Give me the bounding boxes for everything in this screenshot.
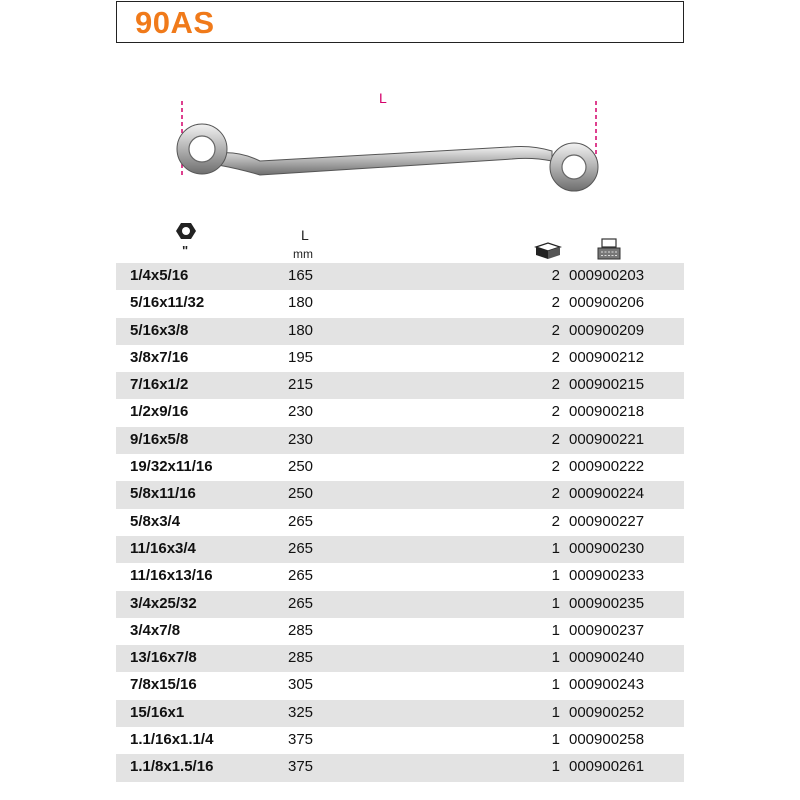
length-cell: 265 bbox=[288, 512, 314, 530]
size-cell: 7/8x15/16 bbox=[130, 676, 197, 694]
table-row bbox=[116, 263, 684, 290]
size-cell: 3/4x7/8 bbox=[130, 621, 181, 639]
size-cell: 5/16x3/8 bbox=[130, 321, 189, 339]
article-code-cell: 000900222 bbox=[569, 458, 645, 476]
wrench-handle bbox=[218, 147, 552, 176]
table-row bbox=[116, 399, 684, 426]
length-cell: 285 bbox=[288, 649, 314, 667]
length-cell: 195 bbox=[288, 348, 314, 366]
pack-qty-cell: 2 bbox=[551, 403, 560, 421]
length-cell: 180 bbox=[288, 294, 314, 312]
length-cell: 230 bbox=[288, 403, 314, 421]
article-code-cell: 000900224 bbox=[569, 485, 645, 503]
size-cell: 5/8x11/16 bbox=[130, 485, 196, 503]
table-row bbox=[116, 318, 684, 345]
cash-register-icon bbox=[596, 237, 622, 261]
length-unit: mm bbox=[293, 247, 313, 261]
pack-qty-cell: 1 bbox=[551, 676, 560, 694]
pack-qty-cell: 2 bbox=[551, 485, 560, 503]
table-row bbox=[116, 372, 684, 399]
article-code-cell: 000900230 bbox=[569, 539, 645, 557]
article-code-cell: 000900218 bbox=[569, 403, 645, 421]
length-cell: 265 bbox=[288, 594, 314, 612]
size-cell: 7/16x1/2 bbox=[130, 376, 189, 394]
length-cell: 375 bbox=[288, 731, 314, 749]
pack-qty-cell: 1 bbox=[551, 539, 560, 557]
length-cell: 265 bbox=[288, 539, 314, 557]
box-icon bbox=[534, 241, 562, 261]
length-cell: 180 bbox=[288, 321, 314, 339]
pack-qty-cell: 2 bbox=[551, 430, 560, 448]
article-code-cell: 000900261 bbox=[569, 758, 645, 776]
length-cell: 250 bbox=[288, 458, 314, 476]
length-cell: 215 bbox=[288, 376, 314, 394]
length-cell: 325 bbox=[288, 703, 314, 721]
article-code-cell: 000900252 bbox=[569, 703, 645, 721]
table-row bbox=[116, 618, 684, 645]
size-cell: 11/16x13/16 bbox=[130, 567, 213, 585]
article-code-cell: 000900209 bbox=[569, 321, 645, 339]
size-cell: 3/8x7/16 bbox=[130, 348, 189, 366]
hex-nut-icon bbox=[175, 221, 197, 241]
pack-qty-cell: 1 bbox=[551, 621, 560, 639]
length-cell: 230 bbox=[288, 430, 314, 448]
table-row bbox=[116, 727, 684, 754]
article-code-cell: 000900243 bbox=[569, 676, 645, 694]
size-cell: 11/16x3/4 bbox=[130, 539, 196, 557]
article-code-cell: 000900206 bbox=[569, 294, 645, 312]
table-row bbox=[116, 481, 684, 508]
size-cell: 1.1/16x1.1/4 bbox=[130, 731, 214, 749]
size-cell: 1/2x9/16 bbox=[130, 403, 189, 421]
table-row bbox=[116, 509, 684, 536]
length-cell: 165 bbox=[288, 267, 314, 284]
wrench-diagram bbox=[160, 85, 610, 205]
article-code-cell: 000900240 bbox=[569, 649, 645, 667]
size-cell: 1.1/8x1.5/16 bbox=[130, 758, 214, 776]
pack-qty-cell: 2 bbox=[551, 512, 560, 530]
length-cell: 375 bbox=[288, 758, 314, 776]
dimension-label: L bbox=[379, 90, 387, 106]
article-code-cell: 000900235 bbox=[569, 594, 645, 612]
size-cell: 19/32x11/16 bbox=[130, 458, 213, 476]
length-cell: 265 bbox=[288, 567, 314, 585]
pack-qty-cell: 1 bbox=[551, 758, 560, 776]
size-cell: 13/16x7/8 bbox=[130, 649, 197, 667]
product-table bbox=[116, 263, 684, 782]
size-cell: 9/16x5/8 bbox=[130, 430, 189, 448]
article-code-cell: 000900258 bbox=[569, 731, 645, 749]
article-code-cell: 000900215 bbox=[569, 376, 645, 394]
size-cell: 5/8x3/4 bbox=[130, 512, 181, 530]
article-code-cell: 000900221 bbox=[569, 430, 645, 448]
length-cell: 285 bbox=[288, 621, 314, 639]
table-row bbox=[116, 536, 684, 563]
pack-qty-cell: 2 bbox=[551, 458, 560, 476]
table-row bbox=[116, 454, 684, 481]
table-row bbox=[116, 700, 684, 727]
length-cell: 250 bbox=[288, 485, 314, 503]
article-code-cell: 000900227 bbox=[569, 512, 645, 530]
pack-qty-cell: 1 bbox=[551, 703, 560, 721]
title-box bbox=[116, 1, 684, 43]
pack-qty-cell: 2 bbox=[551, 348, 560, 366]
table-row bbox=[116, 591, 684, 618]
size-cell: 1/4x5/16 bbox=[130, 267, 189, 284]
length-cell: 305 bbox=[288, 676, 314, 694]
pack-qty-cell: 1 bbox=[551, 594, 560, 612]
pack-qty-cell: 1 bbox=[551, 649, 560, 667]
pack-qty-cell: 2 bbox=[551, 267, 560, 284]
article-code-cell: 000900237 bbox=[569, 621, 645, 639]
pack-qty-cell: 1 bbox=[551, 731, 560, 749]
size-cell: 5/16x11/32 bbox=[130, 294, 205, 312]
pack-qty-cell: 1 bbox=[551, 567, 560, 585]
pack-qty-cell: 2 bbox=[551, 376, 560, 394]
table-row bbox=[116, 563, 684, 590]
size-unit-label: " bbox=[182, 243, 189, 258]
pack-qty-cell: 2 bbox=[551, 294, 560, 312]
table-row bbox=[116, 427, 684, 454]
table-row bbox=[116, 754, 684, 781]
pack-qty-cell: 2 bbox=[551, 321, 560, 339]
table-row bbox=[116, 672, 684, 699]
length-header: L bbox=[301, 227, 309, 243]
size-cell: 15/16x1 bbox=[130, 703, 185, 721]
table-row bbox=[116, 290, 684, 317]
size-cell: 3/4x25/32 bbox=[130, 594, 197, 612]
article-code-cell: 000900233 bbox=[569, 567, 645, 585]
article-code-cell: 000900212 bbox=[569, 348, 645, 366]
product-title: 90AS bbox=[135, 5, 215, 40]
table-row bbox=[116, 345, 684, 372]
table-row bbox=[116, 645, 684, 672]
article-code-cell: 000900203 bbox=[569, 267, 645, 284]
